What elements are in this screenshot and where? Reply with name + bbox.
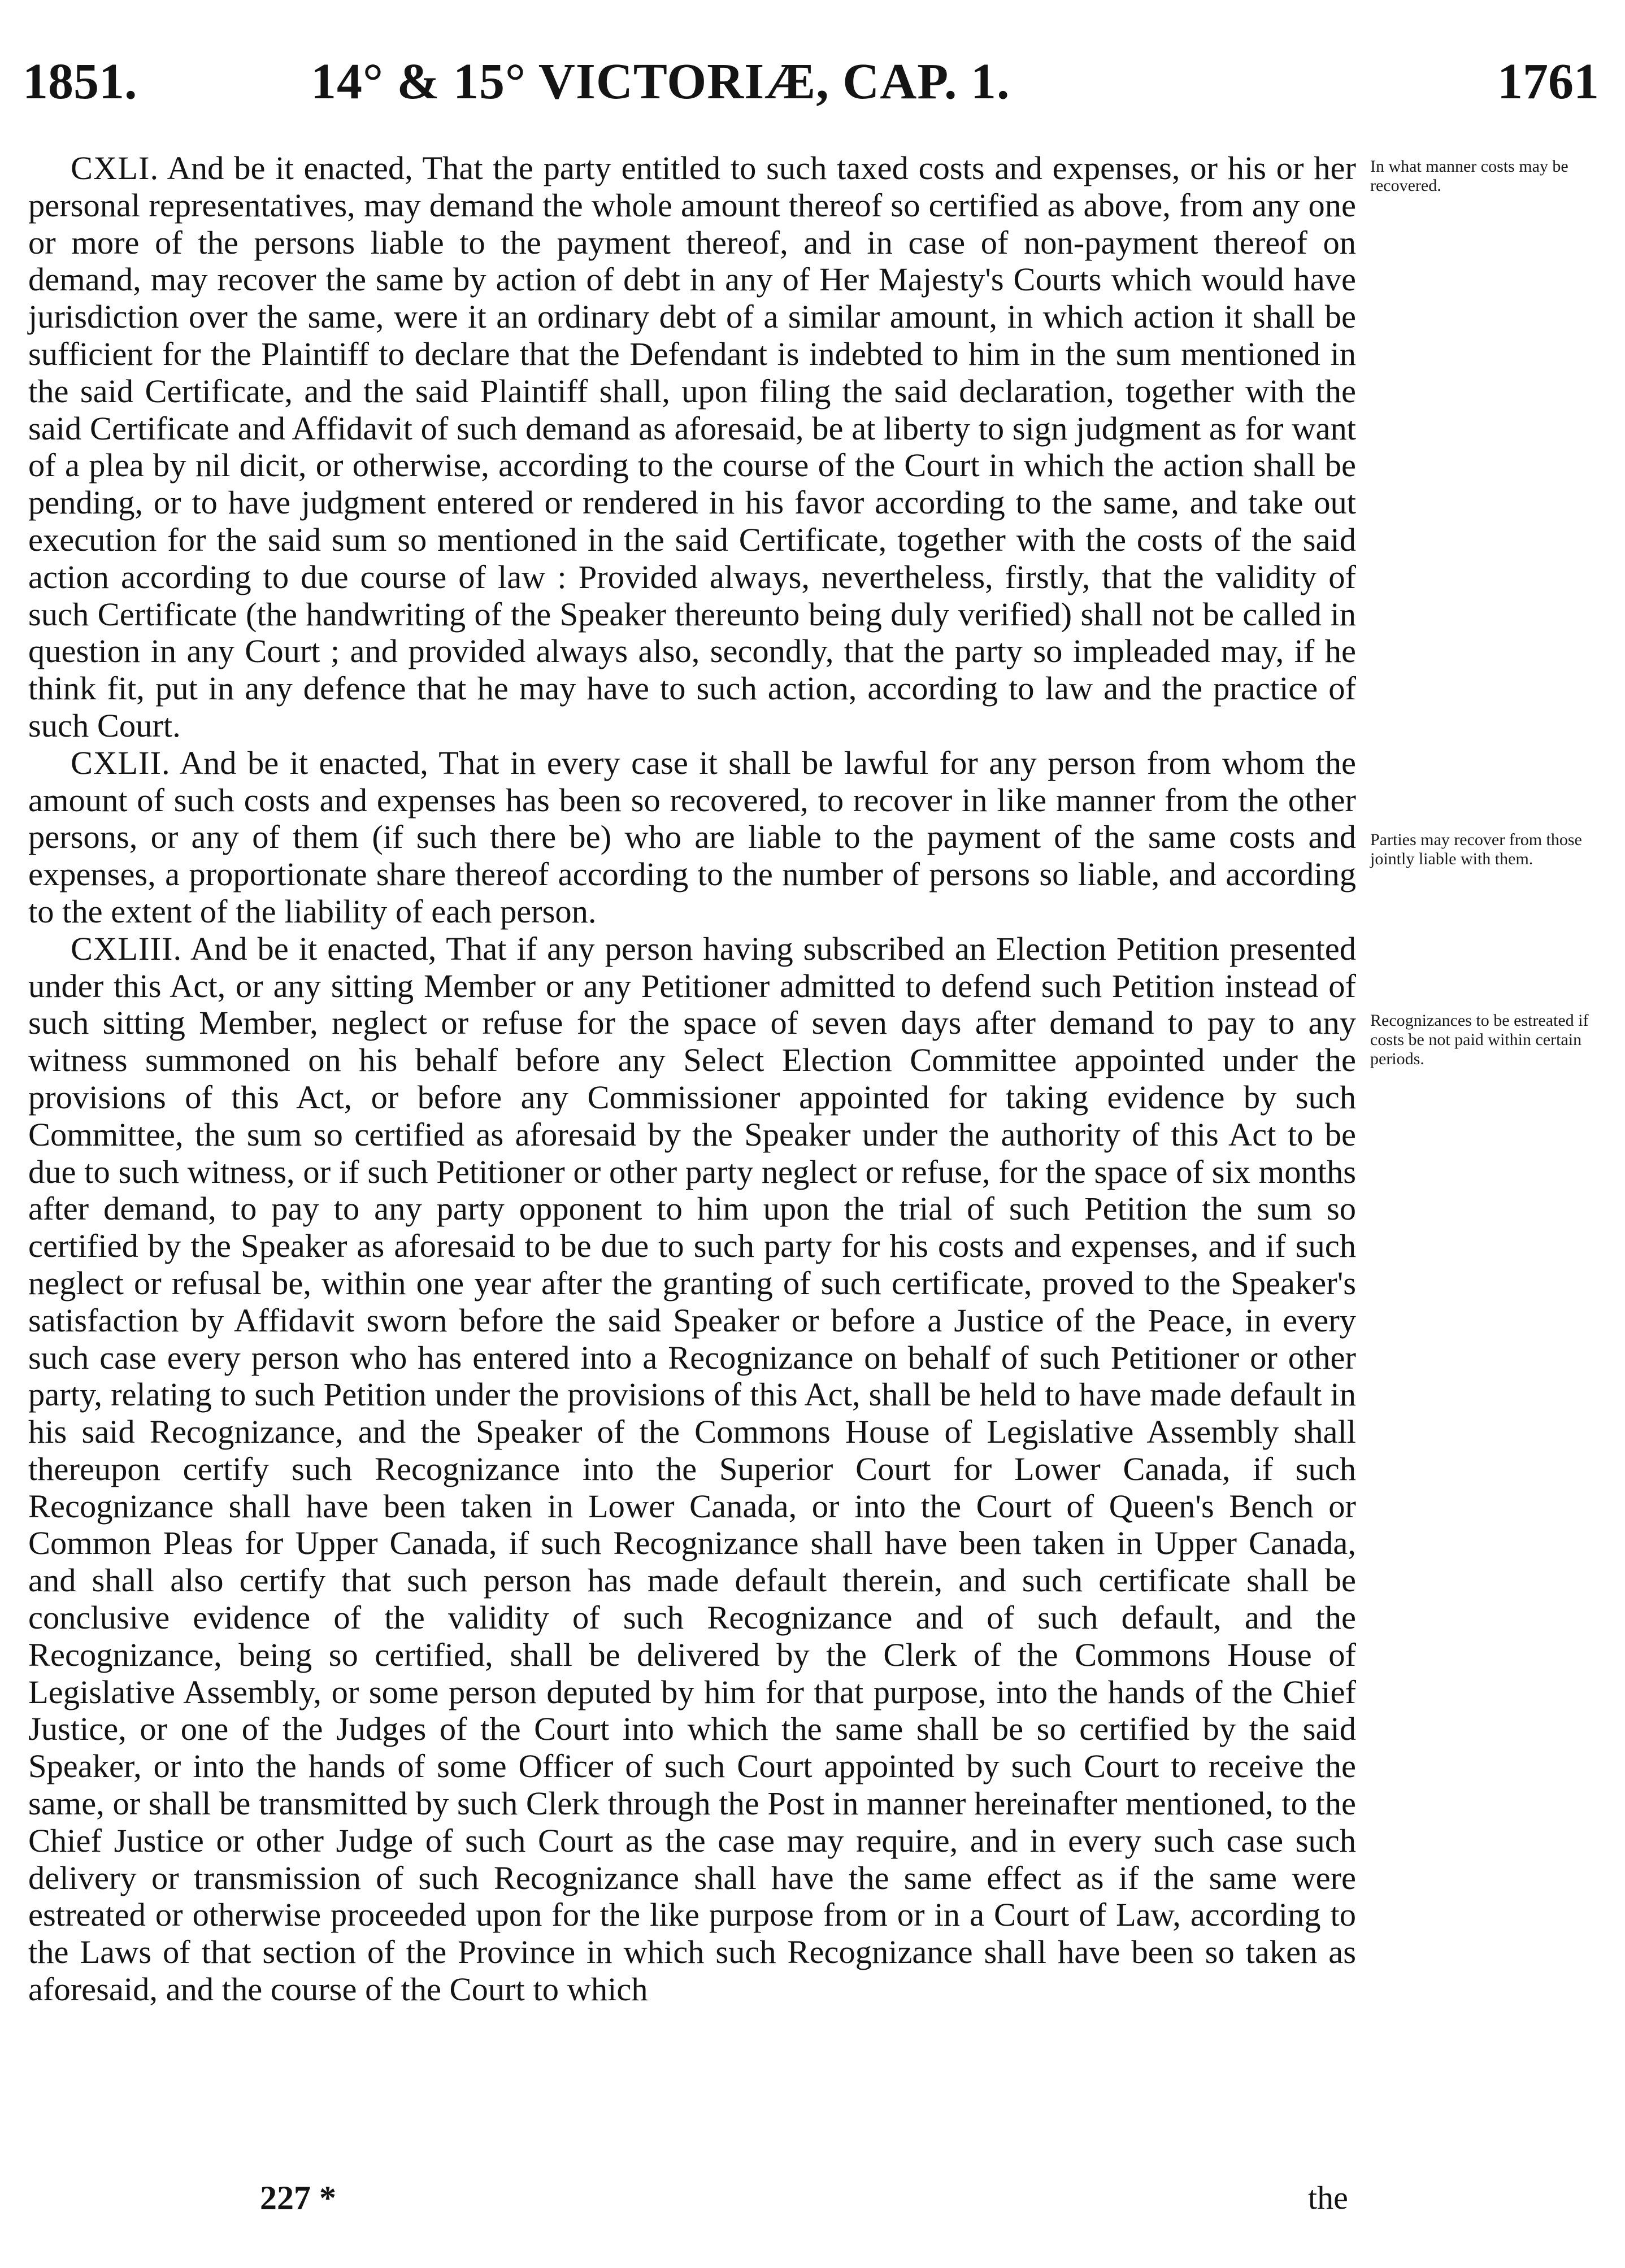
header-year: 1851. [23, 54, 137, 110]
margin-note-costs-recovery: In what manner costs may be recovered. [1370, 157, 1568, 195]
page-number: 1761 [1497, 54, 1599, 110]
section-body: And be it enacted, That the party entitled to such taxed costs and expenses, or his or her personal representatives, may demand the whole amount thereof so certified as above, from any one or more of the persons liable to the payment thereof, and in case of non-payment thereof on demand, may recover the same by action of debt in any of Her Majesty's Courts which would have jurisdiction over the same, were it an ordinary debt of a similar amount, in which action it shall be sufficient for the Plaintiff to declare that the Defendant is indebted to him in the sum mentioned in the said Certificate, and the said Plaintiff shall, upon filing the said declaration, together with the said Certificate and Affidavit of such demand as aforesaid, be at liberty to sign judgment as for want of a plea by nil dicit, or otherwise, according to the course of the Court in which the action shall be pending, or to have judgment entered or rendered in his favor according to the same, and take out execution for the said sum so mentioned in the said Certificate, together with the costs of the said action according to due course of law : Provided always, nevertheless, firstly, that the validity of such Certificate (the handwriting of the Speaker thereunto being duly verified) shall not be called in question in any Court ; and provided always also, secondly, that the party so impleaded may, if he think fit, put in any defence that he may have to such action, according to law and the practice of such Court. [28, 150, 1356, 744]
section-cxlii [28, 745, 1356, 930]
section-number: CXLIII. [71, 930, 183, 967]
section-body: And be it enacted, That in every case it shall be lawful for any person from whom the amount of such costs and expenses has been so recovered, to recover in like manner from the other persons, or any of them (if such there be) who are liable to the payment of the same costs and expenses, a proportionate share thereof according to the number of persons so liable, and according to the extent of the liability of each person. [28, 744, 1356, 930]
section-body: And be it enacted, That if any person having subscribed an Election Petition presented under this Act, or any sitting Member or any Petitioner admitted to defend such Petition instead of such sitting Member, neglect or refuse for the space of seven days after demand to pay to any witness summoned on his behalf before any Select Election Committee appointed under the provisions of this Act, or before any Commissioner appointed for taking evidence by such Committee, the sum so certified as aforesaid by the Speaker under the authority of this Act to be due to such witness, or if such Petitioner or other party neglect or refuse, for the space of six months after demand, to pay to any party opponent to him upon the trial of such Petition the sum so certified by the Speaker as aforesaid to be due to such party for his costs and expenses, and if such neglect or refusal be, within one year after the granting of such certificate, proved to the Speaker's satisfaction by Affidavit sworn before the said Speaker or before a Justice of the Peace, in every such case every person who has entered into a Recognizance on behalf of such Petitioner or other party, relating to such Petition under the provisions of this Act, shall be held to have made default in his said Recognizance, and the Speaker of the Commons House of Legislative Assembly shall thereupon certify such Recognizance into the Superior Court for Lower Canada, if such Recognizance shall have been taken in Lower Canada, or into the Court of Queen's Bench or Common Pleas for Upper Canada, if such Recognizance shall have been taken in Upper Canada, and shall also certify that such person has made default therein, and such certificate shall be conclusive evidence of the validity of such Recognizance and of such default, and the Recognizance, being so certified, shall be delivered by the Clerk of the Commons House of Legislative Assembly, or some person deputed by him for that purpose, into the hands of the Chief Justice, or one of the Judges of the Court into which the same shall be so certified by the said Speaker, or into the hands of some Officer of such Court appointed by such Court to receive the same, or shall be transmitted by such Clerk through the Post in manner hereinafter mentioned, to the Chief Justice or other Judge of such Court as the case may require, and in every such case such delivery or transmission of such Recognizance shall have the same effect as if the same were estreated or otherwise proceeded upon for the like purpose from or in a Court of Law, according to the Laws of that section of the Province in which such Recognizance shall have been so taken as aforesaid, and the course of the Court to which [28, 930, 1356, 2008]
running-head [23, 51, 1599, 113]
margin-note-recognizances: Recognizances to be estreated if costs be not paid within certain periods. [1370, 1011, 1589, 1068]
catchword: the [1308, 2179, 1348, 2216]
section-number: CXLII. [71, 744, 171, 781]
section-number: CXLI. [71, 150, 159, 186]
section-cxli [28, 150, 1356, 745]
statute-text [28, 150, 1356, 2008]
section-cxliii [28, 930, 1356, 2008]
margin-note-joint-liability: Parties may recover from those jointly liable with them. [1370, 830, 1582, 868]
signature-mark: 227 * [260, 2179, 336, 2217]
header-title: 14° & 15° VICTORIÆ, CAP. 1. [311, 54, 1010, 110]
